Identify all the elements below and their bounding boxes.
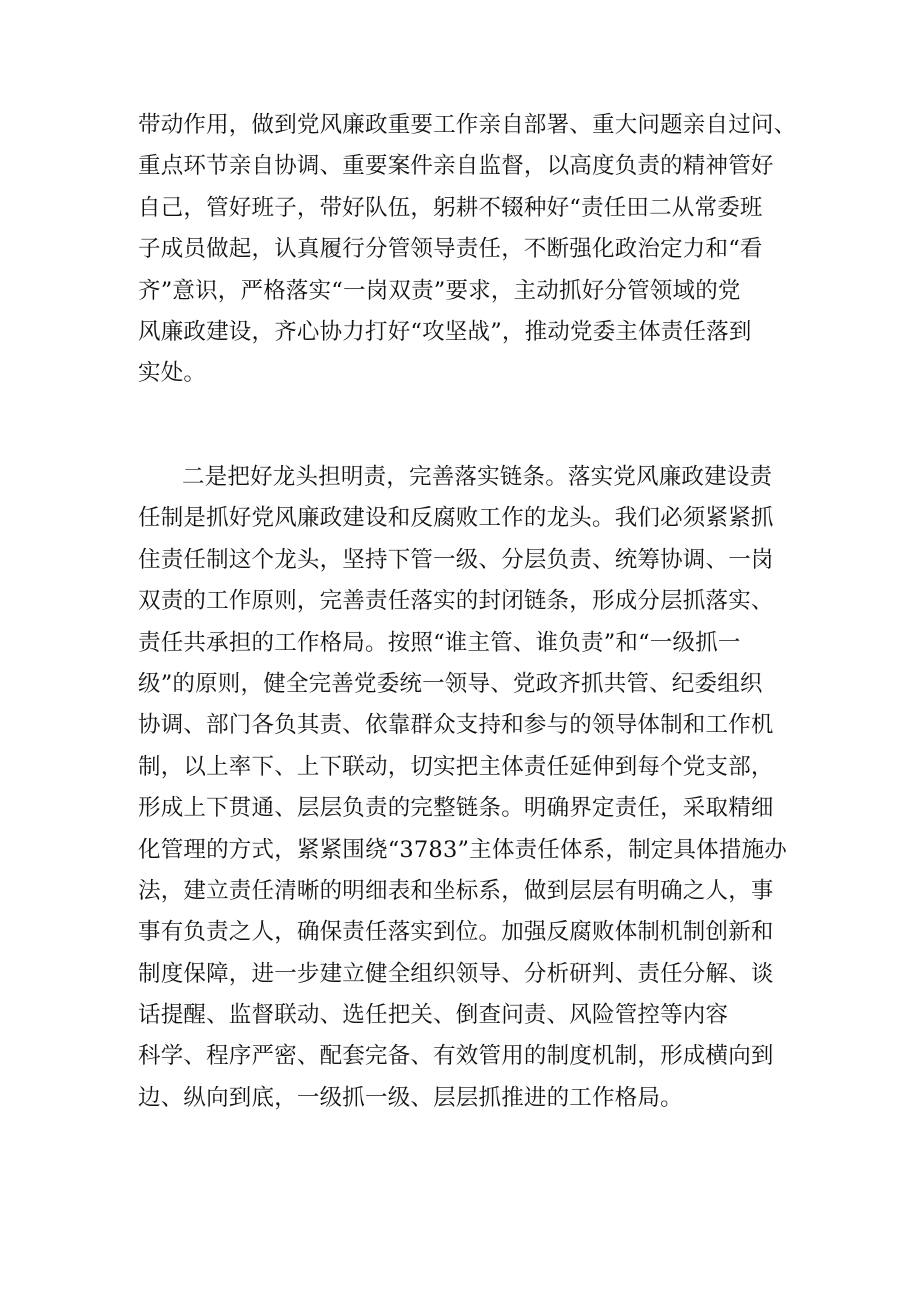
text-line: 形成上下贯通、层层负责的完整链条。明确界定责任，采取精细 (138, 795, 774, 822)
text-line: 子成员做起，认真履行分管领导责任，不断强化政治定力和“看 (138, 236, 763, 263)
text-line: 风廉政建设，齐心协力打好“攻坚战”，推动党委主体责任落到 (138, 318, 752, 345)
text-line: 二是把好龙头担明责，完善落实链条。落实党风廉政建设责 (182, 464, 773, 490)
text-line: 边、纵向到底，一级抓一级、层层抓推进的工作格局。 (138, 1084, 683, 1111)
text-line: 齐”意识，严格落实“一岗双责”要求，主动抓好分管领域的党 (138, 277, 741, 304)
text-line: 事有负责之人，确保责任落实到位。加强反腐败体制机制创新和 (138, 919, 774, 946)
paragraph-section-two (138, 457, 798, 1119)
text-line: 住责任制这个龙头，坚持下管一级、分层负责、统筹协调、一岗 (138, 546, 774, 573)
text-line: 双责的工作原则，完善责任落实的封闭链条，形成分层抓落实、 (138, 588, 774, 615)
text-line: 协调、部门各负其责、依靠群众支持和参与的领导体制和工作机 (138, 712, 774, 739)
text-line: 级”的原则，健全完善党委统一领导、党政齐抓共管、纪委组织 (138, 670, 763, 697)
text-line: 实处。 (138, 360, 207, 387)
text-line: 任制是抓好党风廉政建设和反腐败工作的龙头。我们必须紧紧抓 (138, 505, 774, 532)
text-line: 化管理的方式，紧紧围绕“3783”主体责任体系，制定具体措施办 (138, 836, 787, 863)
text-line: 话提醒、监督联动、选任把关、倒查问责、风险管控等内容 (138, 1002, 729, 1029)
text-line: 科学、程序严密、配套完备、有效管用的制度机制，形成横向到 (138, 1043, 774, 1070)
text-line: 制，以上率下、上下联动，切实把主体责任延伸到每个党支部， (138, 753, 774, 780)
text-line: 责任共承担的工作格局。按照“谁主管、谁负责”和“一级抓一 (138, 629, 741, 656)
text-line: 带动作用，做到党风廉政重要工作亲自部署、重大问题亲自过问、 (138, 112, 797, 138)
text-line: 重点环节亲自协调、重要案件亲自监督，以高度负责的精神管好 (138, 153, 774, 180)
text-line: 制度保障，进一步建立健全组织领导、分析研判、责任分解、谈 (138, 960, 774, 987)
text-line: 自己，管好班子，带好队伍，躬耕不辍种好“责任田二从常委班 (138, 194, 763, 221)
paragraph-continuation (138, 105, 798, 395)
text-line: 法，建立责任清晰的明细表和坐标系，做到层层有明确之人，事 (138, 877, 774, 904)
